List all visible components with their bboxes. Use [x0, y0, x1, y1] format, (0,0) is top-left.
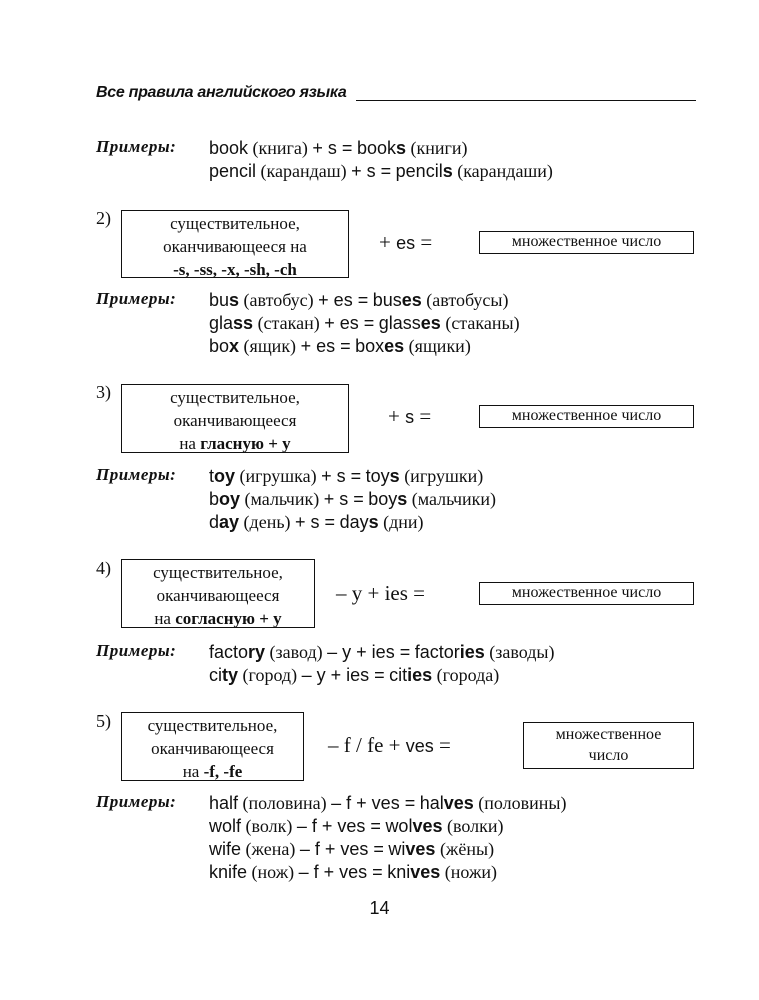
rule-formula: + s = [388, 404, 432, 428]
example-line: toy (игрушка) + s = toys (игрушки) [209, 466, 484, 486]
example-line: glass (стакан) + es = glasses (стаканы) [209, 313, 520, 333]
example-line: city (город) – y + ies = cities (города) [209, 665, 500, 685]
example-line: book (книга) + s = books (книги) [209, 138, 468, 158]
example-line: day (день) + s = days (дни) [209, 512, 424, 532]
example-line: half (половина) – f + ves = halves (половины) [209, 793, 567, 813]
example-line: wife (жена) – f + ves = wives (жёны) [209, 839, 495, 859]
examples-label: Примеры: [96, 792, 177, 811]
rule-condition-box: существительное, оканчивающееся на гласную + y [121, 384, 349, 453]
examples-label: Примеры: [96, 641, 177, 660]
result-box: множественное число [479, 405, 694, 428]
rule-number: 4) [96, 558, 111, 578]
example-line: factory (завод) – y + ies = factories (заводы) [209, 642, 555, 662]
result-box: множественное число [523, 722, 694, 769]
examples-label: Примеры: [96, 289, 177, 308]
header-rule [356, 100, 696, 101]
examples-label: Примеры: [96, 465, 177, 484]
rule-number: 5) [96, 711, 111, 731]
rule-formula: – f / fe + ves = [328, 733, 451, 757]
rule-formula: – y + ies = [336, 581, 426, 605]
example-line: pencil (карандаш) + s = pencils (карандаши) [209, 161, 553, 181]
example-line: wolf (волк) – f + ves = wolves (волки) [209, 816, 504, 836]
rule-condition-box: существительное, оканчивающееся на -s, -ss, -x, -sh, -ch [121, 210, 349, 278]
rule-condition-box: существительное, оканчивающееся на согласную + y [121, 559, 315, 628]
result-box: множественное число [479, 231, 694, 254]
page-header-title: Все правила английского языка [96, 84, 347, 101]
page-number: 14 [369, 898, 390, 918]
rule-formula: + es = [379, 230, 433, 254]
rule-number: 3) [96, 382, 111, 402]
example-line: bus (автобус) + es = buses (автобусы) [209, 290, 509, 310]
rule-number: 2) [96, 208, 111, 228]
examples-label: Примеры: [96, 137, 177, 156]
example-line: knife (нож) – f + ves = knives (ножи) [209, 862, 498, 882]
example-line: box (ящик) + es = boxes (ящики) [209, 336, 471, 356]
result-box: множественное число [479, 582, 694, 605]
rule-condition-box: существительное, оканчивающееся на -f, -fe [121, 712, 304, 781]
example-line: boy (мальчик) + s = boys (мальчики) [209, 489, 497, 509]
